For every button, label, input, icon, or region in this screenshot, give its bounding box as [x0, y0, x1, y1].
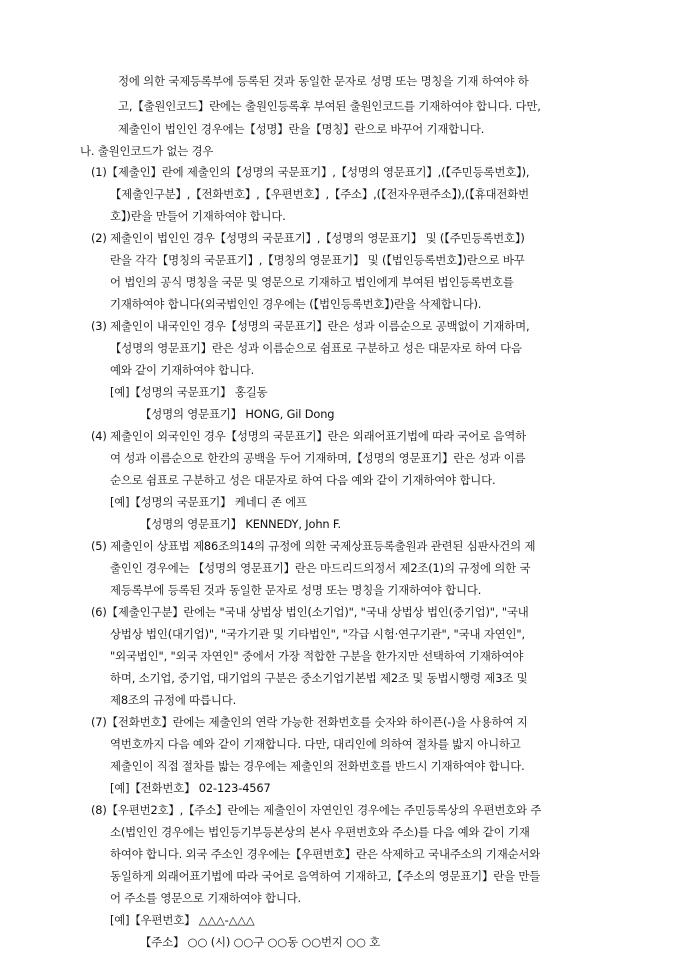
item-4-line: (4) 제출인이 외국인인 경우【성명의 국문표기】란은 외래어표기법에 따라 국어로 음역하	[91, 429, 526, 443]
item-8-line: 동일하게 외래어표기법에 따라 국어로 음역하여 기재하고,【주소의 영문표기】란을 만들	[110, 869, 541, 883]
item-3-line: (3) 제출인이 내국인인 경우【성명의 국문표기】란은 성과 이름순으로 공백없이 기재하며,	[91, 319, 530, 333]
item-3-line: 예와 같이 기재하여야 합니다.	[110, 363, 255, 377]
item-2-line: 어 법인의 공식 명칭을 국문 및 영문으로 기재하고 법인에게 부여된 법인등록번호를	[110, 275, 514, 289]
item-3-line: 【성명의 영문표기】란은 성과 이름순으로 쉼표로 구분하고 성은 대문자로 하여 다음	[110, 341, 522, 355]
item-4-line: 순으로 쉼표로 구분하고 성은 대문자로 하여 다음 예와 같이 기재하여야 합니다.	[110, 473, 496, 487]
item-8-line: (8)【우편번2호】,【주소】란에는 제출인이 자연인인 경우에는 주민등록상의 우편번호와 주	[91, 803, 542, 817]
example-line: 【성명의 영문표기】 KENNEDY, John F.	[140, 517, 341, 531]
item-1-line: 호】)란을 만들어 기재하여야 합니다.	[110, 209, 286, 223]
item-6-line: 제8조의 규정에 따릅니다.	[110, 693, 237, 707]
paragraph-line: 고,【출원인코드】란에는 출원인등록후 부여된 출원인코드를 기재하여야 합니다. 다만,	[118, 99, 541, 113]
item-6-line: (6)【제출인구분】란에는 "국내 상법상 법인(소기업)", "국내 상법상 법인(중기업)", "국내	[91, 605, 529, 619]
item-5-line: (5) 제출인이 상표법 제86조의14의 규정에 의한 국제상표등록출원과 관련된 심판사건의 제	[91, 539, 536, 553]
paragraph-line: 정에 의한 국제등록부에 등록된 것과 동일한 문자로 성명 또는 명칭을 기재 하여야 하	[118, 74, 529, 88]
item-7-line: 역번호까지 다음 예와 같이 기재합니다. 다만, 대리인에 의하여 절차를 밟지 아니하고	[110, 737, 521, 751]
paragraph-line: 제출인이 법인인 경우에는【성명】란을【명칭】란으로 바꾸어 기재합니다.	[118, 122, 485, 136]
item-8-line: 하여야 합니다. 외국 주소인 경우에는【우편번호】란은 삭제하고 국내주소의 기재순서와	[110, 847, 541, 861]
example-line: 【성명의 영문표기】 HONG, Gil Dong	[140, 407, 335, 421]
item-6-line: 하며, 소기업, 중기업, 대기업의 구분은 중소기업기본법 제2조 및 동법시행령 제3조 및	[110, 671, 528, 685]
section-heading: 나. 출원인코드가 없는 경우	[80, 144, 214, 158]
item-2-line: (2) 제출인이 법인인 경우【성명의 국문표기】,【성명의 영문표기】 및 (【주민등록번호】)	[91, 231, 525, 245]
example-line: [예]【성명의 국문표기】 홍길동	[110, 385, 268, 399]
item-6-line: 상법상 법인(대기업)", "국가기관 및 기타법인", "각급 시험·연구기관", "국내 자연인",	[110, 627, 525, 641]
item-8-line: 어 주소를 영문으로 기재하여야 합니다.	[110, 891, 302, 905]
example-line: [예]【우편번호】 △△△-△△△	[110, 913, 255, 927]
item-6-line: "외국법인", "외국 자연인" 중에서 가장 적합한 구분을 한가지만 선택하여 기재하여야	[110, 649, 524, 663]
item-4-line: 여 성과 이름순으로 한칸의 공백을 두어 기재하며,【성명의 영문표기】란은 성과 이름	[110, 451, 526, 465]
example-line: [예]【전화번호】 02-123-4567	[110, 781, 271, 795]
item-7-line: 제출인이 직접 절차를 밟는 경우에는 제출인의 전화번호를 반드시 기재하여야 합니다.	[110, 759, 525, 773]
item-5-line: 출인인 경우에는 【성명의 영문표기】란은 마드리드의정서 제2조(1)의 규정에 의한 국	[110, 561, 531, 575]
example-line: 【주소】 ○○ (시) ○○구 ○○동 ○○번지 ○○ 호	[140, 935, 381, 949]
item-1-line: (1)【제출인】란에 제출인의【성명의 국문표기】,【성명의 영문표기】,(【주민등록번호】),	[91, 165, 530, 179]
item-2-line: 란을 각각【명칭의 국문표기】,【명칭의 영문표기】 및 (【법인등록번호】)란으로 바꾸	[110, 253, 525, 267]
item-5-line: 제등록부에 등록된 것과 동일한 문자로 성명 또는 명칭을 기재하여야 합니다.	[110, 583, 482, 597]
item-7-line: (7)【전화번호】란에는 제출인의 연락 가능한 전화번호를 숫자와 하이픈(-)을 사용하여 지	[91, 715, 528, 729]
item-1-line: 【제출인구분】,【전화번호】,【우편번호】,【주소】,(【전자우편주소】),(【휴대전화번	[110, 187, 529, 201]
example-line: [예]【성명의 국문표기】 케네디 존 에프	[110, 495, 307, 509]
item-8-line: 소(법인인 경우에는 법인등기부등본상의 본사 우편번호와 주소)를 다음 예와 같이 기재	[110, 825, 530, 839]
item-2-line: 기재하여야 합니다(외국법인인 경우에는 (【법인등록번호】)란을 삭제합니다).	[110, 297, 482, 311]
